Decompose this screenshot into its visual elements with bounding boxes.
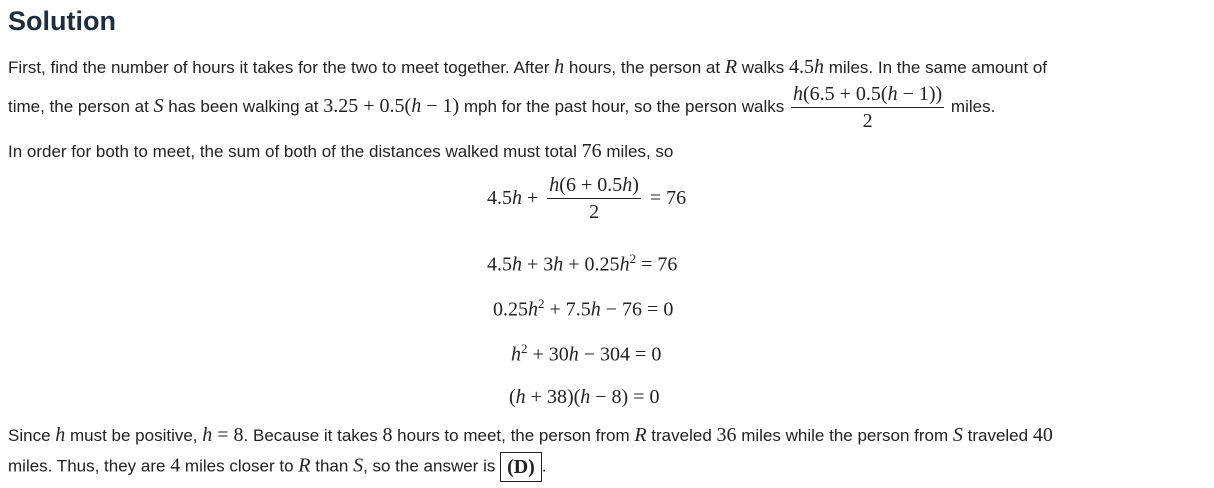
- equation-3: $0.25h^2 + 7.5h - 76 = 0$: [493, 296, 674, 321]
- math-var: R: [724, 56, 738, 78]
- walk-distance-fraction: $\frac{h(6.5 + 0.5(h - 1))}{2}$: [792, 83, 943, 133]
- text: hours, the person at: [564, 58, 725, 77]
- equation-2: $4.5h + 3h + 0.25h^2 = 76$: [487, 251, 678, 276]
- math-number: 76: [581, 140, 602, 162]
- equation-5: (h + 38)(h − 8) = 0: [509, 386, 660, 408]
- text: time, the person at: [8, 97, 154, 116]
- paragraph-intro-line2: [8, 80, 995, 133]
- math-var: h: [554, 56, 565, 78]
- math-number: 4.5: [789, 56, 815, 78]
- paragraph-conclusion-line1: Since h must be positive, h = 8. Because it takes 8 hours to meet, the person from R traveled 36 miles while the person from S traveled 40: [8, 424, 1053, 446]
- text: mph for the past hour, so the person walks: [459, 97, 785, 116]
- paragraph-sum-line: [8, 140, 673, 163]
- equation-4: $h^2 + 30h - 304 = 0$: [511, 341, 662, 366]
- math-expr: 3.25 + 0.5(: [323, 95, 412, 117]
- paragraph-conclusion-line2: miles. Thus, they are 4 miles closer to R than S, so the answer is (D) .: [8, 452, 547, 482]
- math-var: S: [153, 95, 164, 117]
- math-var: h: [814, 56, 825, 78]
- text: miles. In the same amount of: [824, 58, 1048, 77]
- text: miles, so: [601, 142, 674, 161]
- text: In order for both to meet, the sum of both of the distances walked must total: [8, 142, 582, 161]
- math-expr: − 1): [421, 95, 460, 117]
- math-var: h: [411, 95, 422, 117]
- paragraph-intro-line1: [8, 56, 1047, 79]
- equation-1: 4.5h + $\frac{h(6 + 0.5h)}{2}$ = 76: [487, 174, 687, 223]
- text: miles.: [946, 97, 996, 116]
- text: walks: [737, 58, 790, 77]
- text: has been walking at: [163, 97, 324, 116]
- text: First, find the number of hours it takes for the two to meet together. After: [8, 58, 555, 77]
- answer-box: (D): [500, 452, 542, 482]
- solution-heading: Solution: [8, 6, 116, 36]
